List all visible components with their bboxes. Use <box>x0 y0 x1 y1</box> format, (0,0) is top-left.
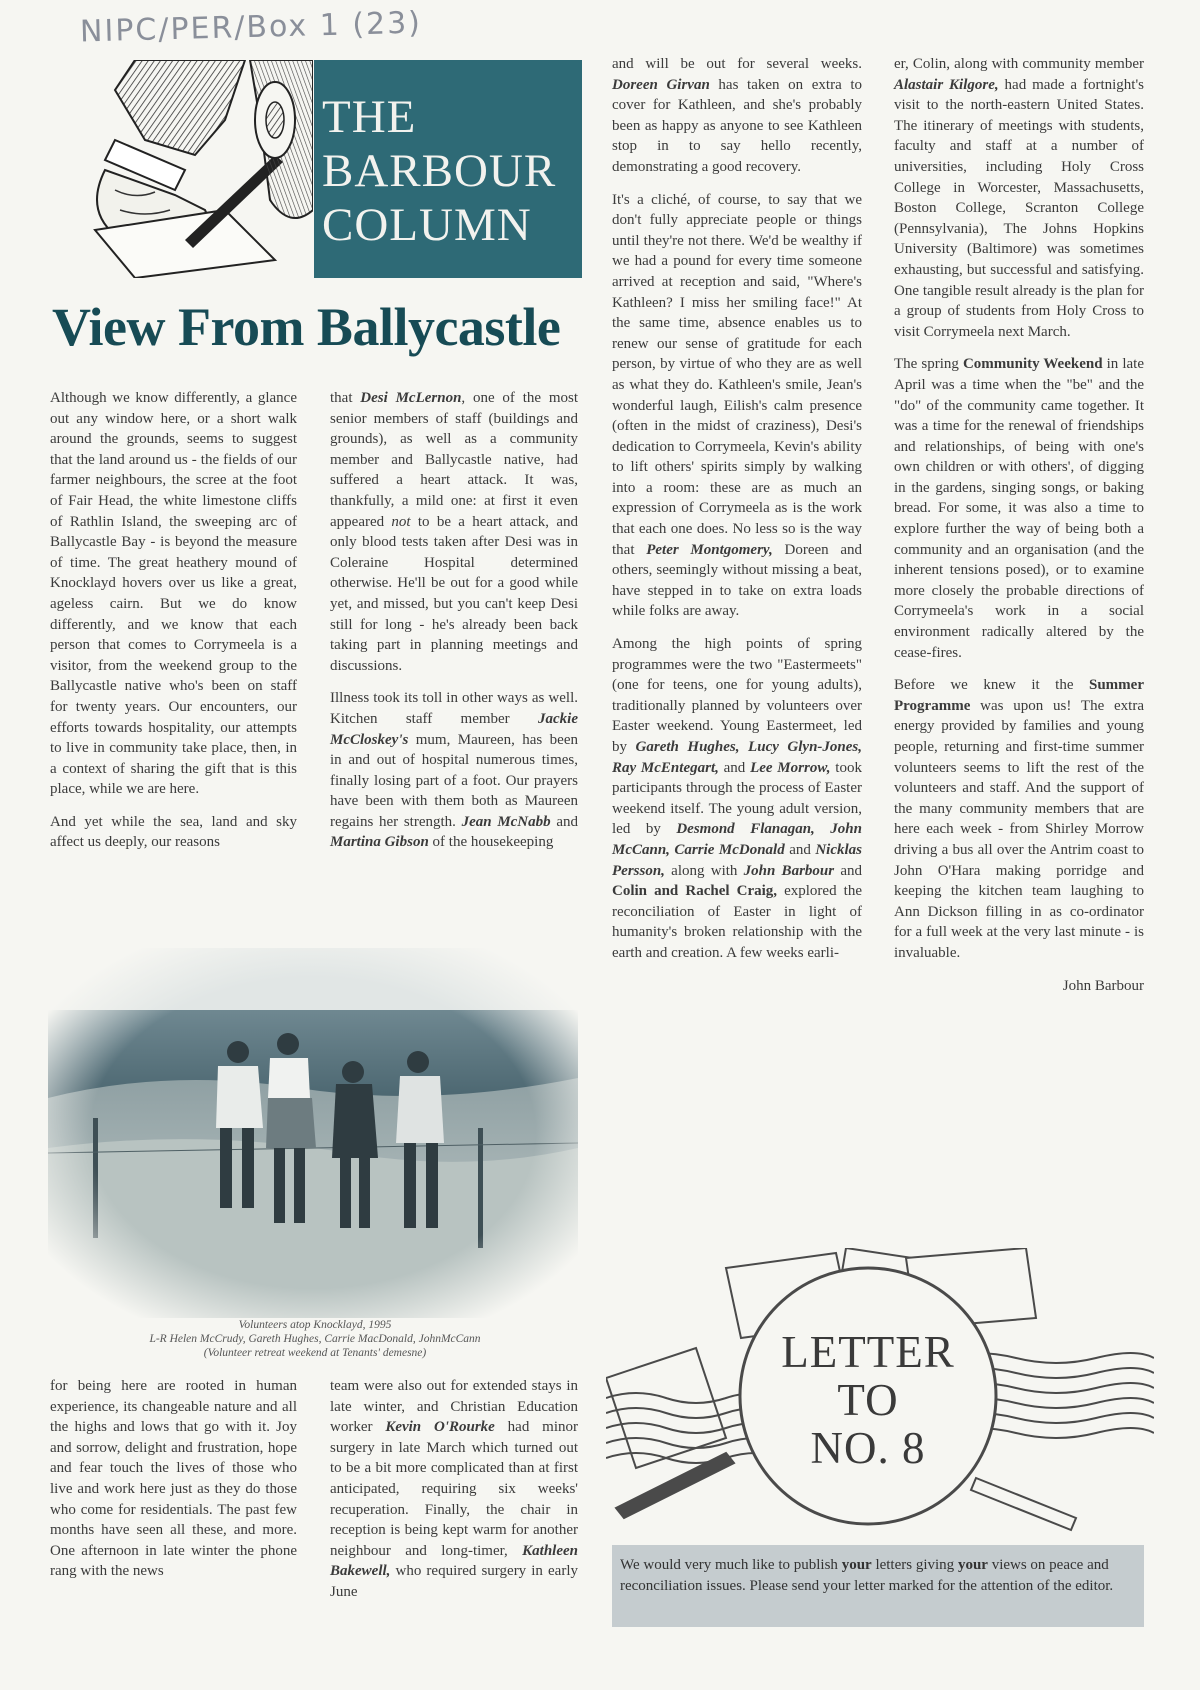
article-column-4 <box>894 54 1144 996</box>
caption-line: L-R Helen McCrudy, Gareth Hughes, Carrie MacDonald, JohnMcCann <box>149 1333 481 1345</box>
masthead-line-3: COLUMN <box>322 199 532 251</box>
person-name: Alastair Kilgore, <box>894 76 999 93</box>
person-name: Kathleen Bakewell, <box>330 1542 578 1580</box>
paragraph: team were also out for extended stays in late winter, and Christian Education worker Kevin O'Rourke had minor surgery in late March which turned out to be a bit more complicated than at first anticipated, requiring six weeks' recuperation. Finally, the chair in reception is being kept warm for another neighbour and long-timer, Kathleen Bakewell, who required surgery in early June <box>330 1378 578 1600</box>
person-name: Martina Gibson <box>330 834 429 851</box>
photo-caption <box>50 1318 580 1360</box>
author-signature: John Barbour <box>1062 977 1144 994</box>
masthead-line-2: BARBOUR <box>322 145 557 197</box>
paragraph: Illness took its toll in other ways as well. Kitchen staff member Jackie McCloskey's mum, Maureen, has been in and out of hospital numerous times, finally losing part of a foot. Our prayers have been with them both as Maureen regains her strength. Jean McNabb and Martina Gibson of the housekeeping <box>330 690 579 851</box>
notice-text: We would very much like to publish your letters giving your views on peace and reconciliation issues. Please send your letter marked for the attention of the editor. <box>620 1557 1114 1594</box>
archive-reference: NIPC/PER/Box 1 (23) <box>79 5 423 50</box>
volunteers-photo <box>48 948 578 1318</box>
paragraph: for being here are rooted in human experience, its changeable nature and all the highs and lows that go with it. Joy and sorrow, delight and frustration, hope and fear touch the lives of those who live and work here just as they do those who come for residentials. The past few months have seen all these, and more. One afternoon in late winter the phone rang with the news <box>50 1378 297 1580</box>
person-name: Desmond Flanagan, John McCann, Carrie McDonald <box>612 821 862 858</box>
letter-title-line: TO <box>837 1375 899 1425</box>
paragraph: It's a cliché, of course, to say that we don't fully appreciate people or things until they're not there. We'd be wealthy if we had a pound for every time someone arrived at reception and said, "Where's Kathleen? I miss her smiling face!" At the same time, absence enables us to renew our sense of gratitude for each person, by virtue of who they are as well as what they do. Kathleen's smile, Jean's wonderful laugh, Eilish's calm presence (often in the midst of craziness), Desi's dedication to Corrymeela, Kevin's ability to lift others' spirits simply by walking into a room: these are as much an expression of Corrymeela as is the work that each one does. No less so is the way that Peter Montgomery, Doreen and others, seemingly without missing a beat, have stepped in to take on extra loads while folks are away. <box>612 191 863 620</box>
article-column-2-continued <box>330 1376 578 1603</box>
masthead-title-box <box>314 60 582 278</box>
paragraph: Among the high points of spring programmes were the two "Eastermeets" (one for teens, one for young adults), traditionally planned by volunteers over Easter weekend. Young Eastermeet, led by Gareth Hughes, Lucy Glyn-Jones, Ray McEntegart, and Lee Morrow, took participants through the process of Easter weekend itself. The young adult version, led by Desmond Flanagan, John McCann, Carrie McDonald and Nicklas Persson, along with John Barbour and Colin and Rachel Craig, explored the reconciliation of Easter in light of humanity's broken relationship with the earth and creation. A few weeks earli- <box>612 636 863 961</box>
person-name: Kevin O'Rourke <box>385 1419 495 1436</box>
article-column-3 <box>612 54 862 964</box>
masthead-line-1: THE <box>322 91 417 143</box>
person-name: Doreen Girvan <box>612 76 710 93</box>
person-name: Nicklas Persson, <box>612 841 862 879</box>
paragraph: er, Colin, along with community member Alastair Kilgore, had made a fortnight's visit to the north-eastern United States. The itinerary of meetings with students, faculty and staff at a number of universities, including Holy Cross College in Worcester, Massachusetts, Boston College, Scranton College (Pennsylvania), The Johns Hopkins University (Baltimore) was sometimes exhausting, but successful and satisfying. One tangible result already is the plan for a group of students from Holy Cross to visit Corrymeela next March. <box>894 56 1144 340</box>
person-name: John Barbour <box>743 862 835 879</box>
article-headline: View From Ballycastle <box>52 297 561 357</box>
paragraph: and will be out for several weeks. Doreen Girvan has taken on extra to cover for Kathleen, and she's probably been as happy as anyone to see Kathleen stop in to say hello recently, demonstrating a good recovery. <box>612 56 863 175</box>
letter-section-title <box>768 1328 968 1472</box>
person-name: Desi McLernon <box>360 390 462 406</box>
caption-line: Volunteers atop Knocklayd, 1995 <box>238 1319 392 1331</box>
paragraph: Although we know differently, a glance out any window here, or a short walk around the grounds, seems to suggest that the land around us - the fields of our farmer neighbours, the scree at the foot of Fair Head, the white limestone cliffs of Rathlin Island, the sweeping arc of Ballycastle Bay - is beyond the measure of time. The great heathery mound of Knocklayd hovers over us like a great, ageless cairn. But we do know differently, and we know that each person that comes to Corrymeela is a visitor, from the weekend group to the Ballycastle native who's been on staff for twenty years. Our encounters, our efforts towards hospitality, our attempts to live in community take place, then, in a context of sharing the gift that is this place, while we are here. <box>50 390 297 798</box>
person-name: Lee Morrow, <box>750 759 831 776</box>
paragraph: that Desi McLernon, one of the most senior members of staff (buildings and grounds), as well as a community member and Ballycastle native, had suffered a heart attack. It was, thankfully, a mild one: at first it even appeared not to be a heart attack, and only blood tests taken after Desi was in Coleraine Hospital determined otherwise. He'll be out for a good while yet, and missed, but you can't keep Desi still for long - he's already been back taking part in planning meetings and discussions. <box>330 390 578 674</box>
person-name: Jackie McCloskey's <box>330 710 578 748</box>
person-name: Colin and Rachel Craig, <box>612 883 778 900</box>
paragraph: Before we knew it the Summer Programme was upon us! The extra energy provided by families and young people, returning and first-time summer volunteers seems to lift the rest of the volunteers and staff. And the support of the many community members that are here each week - from Shirley Morrow driving a bus all over the Antrim coast to John O'Hara making porridge and keeping the kitchen team laughing to Ann Dickson filling in as co-ordinator for a full week at the very last minute - is invaluable. <box>894 677 1144 961</box>
article-column-1-continued <box>50 1376 297 1582</box>
caption-line: (Volunteer retreat weekend at Tenants' demesne) <box>203 1347 427 1359</box>
letter-title-line: LETTER <box>781 1327 955 1377</box>
person-name: Gareth Hughes, Lucy Glyn-Jones, Ray McEntegart, <box>612 739 863 776</box>
article-column-2 <box>330 388 578 853</box>
paragraph: And yet while the sea, land and sky affect us deeply, our reasons <box>50 813 297 851</box>
person-name: Peter Montgomery, <box>646 541 773 558</box>
letter-title-line: NO. 8 <box>810 1423 926 1473</box>
letters-notice-box <box>612 1545 1144 1627</box>
person-name: Jean McNabb <box>461 813 551 830</box>
paragraph: The spring Community Weekend in late April was a time when the "be" and the "do" of the community came together. It was a time for the renewal of friendships and relationships, of being with one's own children or with others', of digging in the gardens, singing songs, or baking bread. For some, it was also a time to explore further the way of being both a community and an organisation (and the inherent tensions posed), or to examine more closely the probable directions of Corrymeela's work in a social environment radically altered by the cease-fires. <box>894 356 1144 661</box>
article-column-1 <box>50 388 297 853</box>
masthead-illustration <box>75 60 313 278</box>
